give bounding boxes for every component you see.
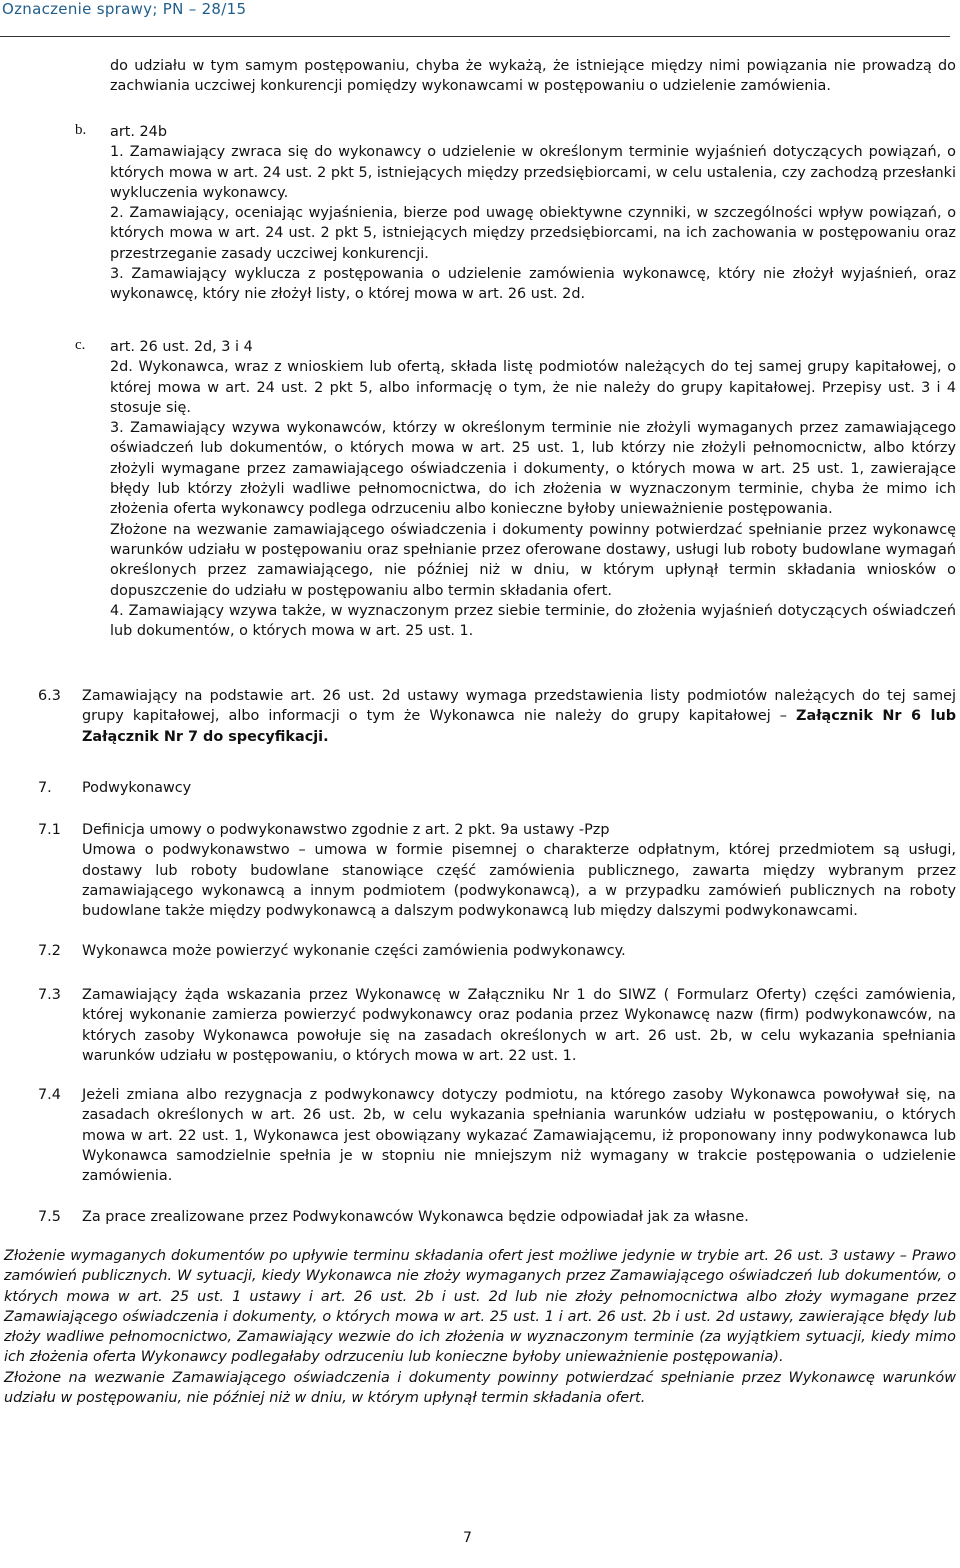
section-7-2 xyxy=(38,941,956,961)
intro-text: do udziału w tym samym postępowaniu, chyba że wykażą, że istniejące między nimi powiązania nie prowadzą do zachwiania uczciwej konkurencji pomiędzy wykonawcami w postępowaniu o udzielenie zamówienia. xyxy=(110,58,956,95)
section-c xyxy=(75,337,956,641)
section-c-point-2d: 2d. Wykonawca, wraz z wnioskiem lub ofertą, składa listę podmiotów należących do tej samej grupy kapitałowej, o której mowa w art. 24 ust. 2 pkt 5, albo informację o tym, że nie należy do grupy kapitałowej. Przepisy ust. 3 i 4 stosuje się. xyxy=(110,359,956,416)
page-header xyxy=(0,0,960,34)
section-b-title: art. 24b xyxy=(110,124,167,140)
section-c-point-4: 4. Zamawiający wzywa także, w wyznaczonym przez siebie terminie, do złożenia wyjaśnień dotyczących oświadczeń lub dokumentów, o których mowa w art. 25 ust. 1. xyxy=(110,602,956,640)
section-b-point-2: 2. Zamawiający, oceniając wyjaśnienia, bierze pod uwagę obiektywne czynniki, w szczególności wpływ powiązań, o których mowa w art. 24 ust. 2 pkt 5, istniejących między przedsiębiorcami, na ich zachowania w postępowaniu oraz przestrzeganie zasady uczciwej konkurencji. xyxy=(110,205,956,262)
section-6-3-text xyxy=(82,686,956,747)
section-7-1-title: Definicja umowy o podwykonawstwo zgodnie z art. 2 pkt. 9a ustawy -Pzp xyxy=(82,822,610,838)
section-7-1 xyxy=(38,820,956,921)
case-reference: Oznaczenie sprawy; PN – 28/15 xyxy=(2,0,247,18)
section-7-1-text: Umowa o podwykonawstwo – umowa w formie pisemnej o charakterze odpłatnym, której przedmiotem są usługi, dostawy lub roboty budowlane stanowiące część zamówienia publicznego, zawarta między wybranym przez zamawiającego wykonawcą a innym podmiotem (podwykonawcą), a w przypadku zamówień publicznych na roboty budowlane także między podwykonawcą a dalszym podwykonawcą lub między dalszymi podwykonawcami. xyxy=(82,842,956,920)
section-b-point-3: 3. Zamawiający wyklucza z postępowania o udzielenie zamówienia wykonawcę, który nie złożył wyjaśnień, oraz wykonawcę, który nie złożył listy, o której mowa w art. 26 ust. 2d. xyxy=(110,266,956,303)
section-7-3 xyxy=(38,985,956,1066)
closing-note-1: Złożenie wymaganych dokumentów po upływie terminu składania ofert jest możliwe jedynie w trybie art. 26 ust. 3 ustawy – Prawo zamówień publicznych. W sytuacji, kiedy Wykonawca nie złoży wymaganych przez Zamawiającego oświadczeń lub dokumentów, o których mowa w art. 25 ust. 1 ustawy i art. 26 ust. 2b i ust. 2d lub nie złoży pełnomocnictwa albo złoży wymagane przez Zamawiającego oświadczenia i dokumenty, o których mowa w art. 25 ust. 1 i art. 26 ust. 2b i ust. 2d ustawy, zawierające błędy lub złoży wadliwe pełnomocnictwo, Zamawiający wezwie do ich złożenia w wyznaczonym terminie (za wyjątkiem sytuacji, kiedy mimo ich złożenia oferta Wykonawcy podlegałaby odrzuceniu lub konieczne byłoby unieważnienie postępowania). xyxy=(4,1248,956,1366)
section-7-3-text: Zamawiający żąda wskazania przez Wykonawcę w Załączniku Nr 1 do SIWZ ( Formularz Oferty) części zamówienia, której wykonanie zamierza powierzyć podwykonawcy oraz podania przez Wykonawcę nazw (firm) podwykonawców, na których zasoby Wykonawca powołuje się na zasadach określonych w art. 26 ust. 2b, w celu wykazania spełniania warunków udziału w postępowaniu, o których mowa w art. 22 ust. 1. xyxy=(82,987,956,1064)
section-7-1-number: 7.1 xyxy=(38,822,61,838)
closing-notes xyxy=(4,1246,956,1408)
section-7-2-number: 7.2 xyxy=(38,943,61,959)
section-7-5-text: Za prace zrealizowane przez Podwykonawców Wykonawca będzie odpowiadał jak za własne. xyxy=(82,1209,749,1225)
section-c-title: art. 26 ust. 2d, 3 i 4 xyxy=(110,339,253,355)
section-7-3-number: 7.3 xyxy=(38,987,61,1003)
section-b-point-1: 1. Zamawiający zwraca się do wykonawcy o udzielenie w określonym terminie wyjaśnień dotyczących powiązań, o których mowa w art. 24 ust. 2 pkt 5, istniejących między przedsiębiorcami, w celu ustalenia, czy zachodzą przesłanki wykluczenia wykonawcy. xyxy=(110,144,956,201)
section-6-3-body: Zamawiający na podstawie art. 26 ust. 2d ustawy wymaga przedstawienia listy podmiotów należących do tej samej grupy kapitałowej, albo informacji o tym że Wykonawca nie należy do grupy kapitałowej – xyxy=(82,688,956,725)
section-c-point-3: 3. Zamawiający wzywa wykonawców, którzy w określonym terminie nie złożyli wymaganych przez zamawiającego oświadczeń lub dokumentów, o których mowa w art. 25 ust. 1, lub którzy nie złożyli pełnomocnictw, albo którzy złożyli wymagane przez zamawiającego oświadczenia i dokumenty, o których mowa w art. 25 ust. 1, zawierające błędy lub którzy złożyli wadliwe pełnomocnictwa, do ich złożenia w wyznaczonym terminie, chyba że mimo ich złożenia oferta wykonawcy podlega odrzuceniu albo konieczne byłoby unieważnienie postępowania. xyxy=(110,420,956,518)
section-7-number: 7. xyxy=(38,780,52,796)
section-c-marker: c. xyxy=(75,337,86,353)
section-7-5 xyxy=(38,1207,956,1227)
section-7-4-text: Jeżeli zmiana albo rezygnacja z podwykonawcy dotyczy podmiotu, na którego zasoby Wykonawca powoływał się, na zasadach określonych w art. 26 ust. 2b, w celu wykazania spełniania warunków udziału w postępowaniu, o których mowa w art. 22 ust. 1, Wykonawca jest obowiązany wykazać Zamawiającemu, iż proponowany inny podwykonawca lub Wykonawca samodzielnie spełnia je w stopniu nie mniejszym niż wymagany w trakcie postępowania o udzielenie zamówienia. xyxy=(82,1087,956,1185)
page-number: 7 xyxy=(463,1530,472,1546)
intro-paragraph xyxy=(110,56,956,97)
section-7-5-number: 7.5 xyxy=(38,1209,61,1225)
section-7-4-number: 7.4 xyxy=(38,1087,61,1103)
closing-note-2: Złożone na wezwanie Zamawiającego oświadczenia i dokumenty powinny potwierdzać spełnianie przez Wykonawcę warunków udziału w postępowaniu, nie później niż w dniu, w którym upłynął termin składania ofert. xyxy=(4,1369,956,1407)
section-b xyxy=(75,122,956,305)
section-6-3 xyxy=(38,686,956,747)
section-6-3-bold: Załącznik Nr 6 lub Załącznik Nr 7 do specyfikacji. xyxy=(82,708,956,745)
section-c-point-3-continued: Złożone na wezwanie zamawiającego oświadczenia i dokumenty powinny potwierdzać spełnianie przez wykonawcę warunków udziału w postępowaniu oraz spełnianie przez oferowane dostawy, usługi lub roboty budowlane wymagań określonych przez zamawiającego, nie później niż w dniu, w którym upłynął termin składania wniosków o dopuszczenie do udziału w postępowaniu albo termin składania ofert. xyxy=(110,521,956,599)
section-7-2-text: Wykonawca może powierzyć wykonanie części zamówienia podwykonawcy. xyxy=(82,943,626,959)
section-6-3-number: 6.3 xyxy=(38,688,61,704)
section-7 xyxy=(38,778,956,798)
section-b-marker: b. xyxy=(75,122,87,138)
section-7-4 xyxy=(38,1085,956,1186)
section-7-heading: Podwykonawcy xyxy=(82,780,192,796)
header-divider xyxy=(0,36,950,37)
